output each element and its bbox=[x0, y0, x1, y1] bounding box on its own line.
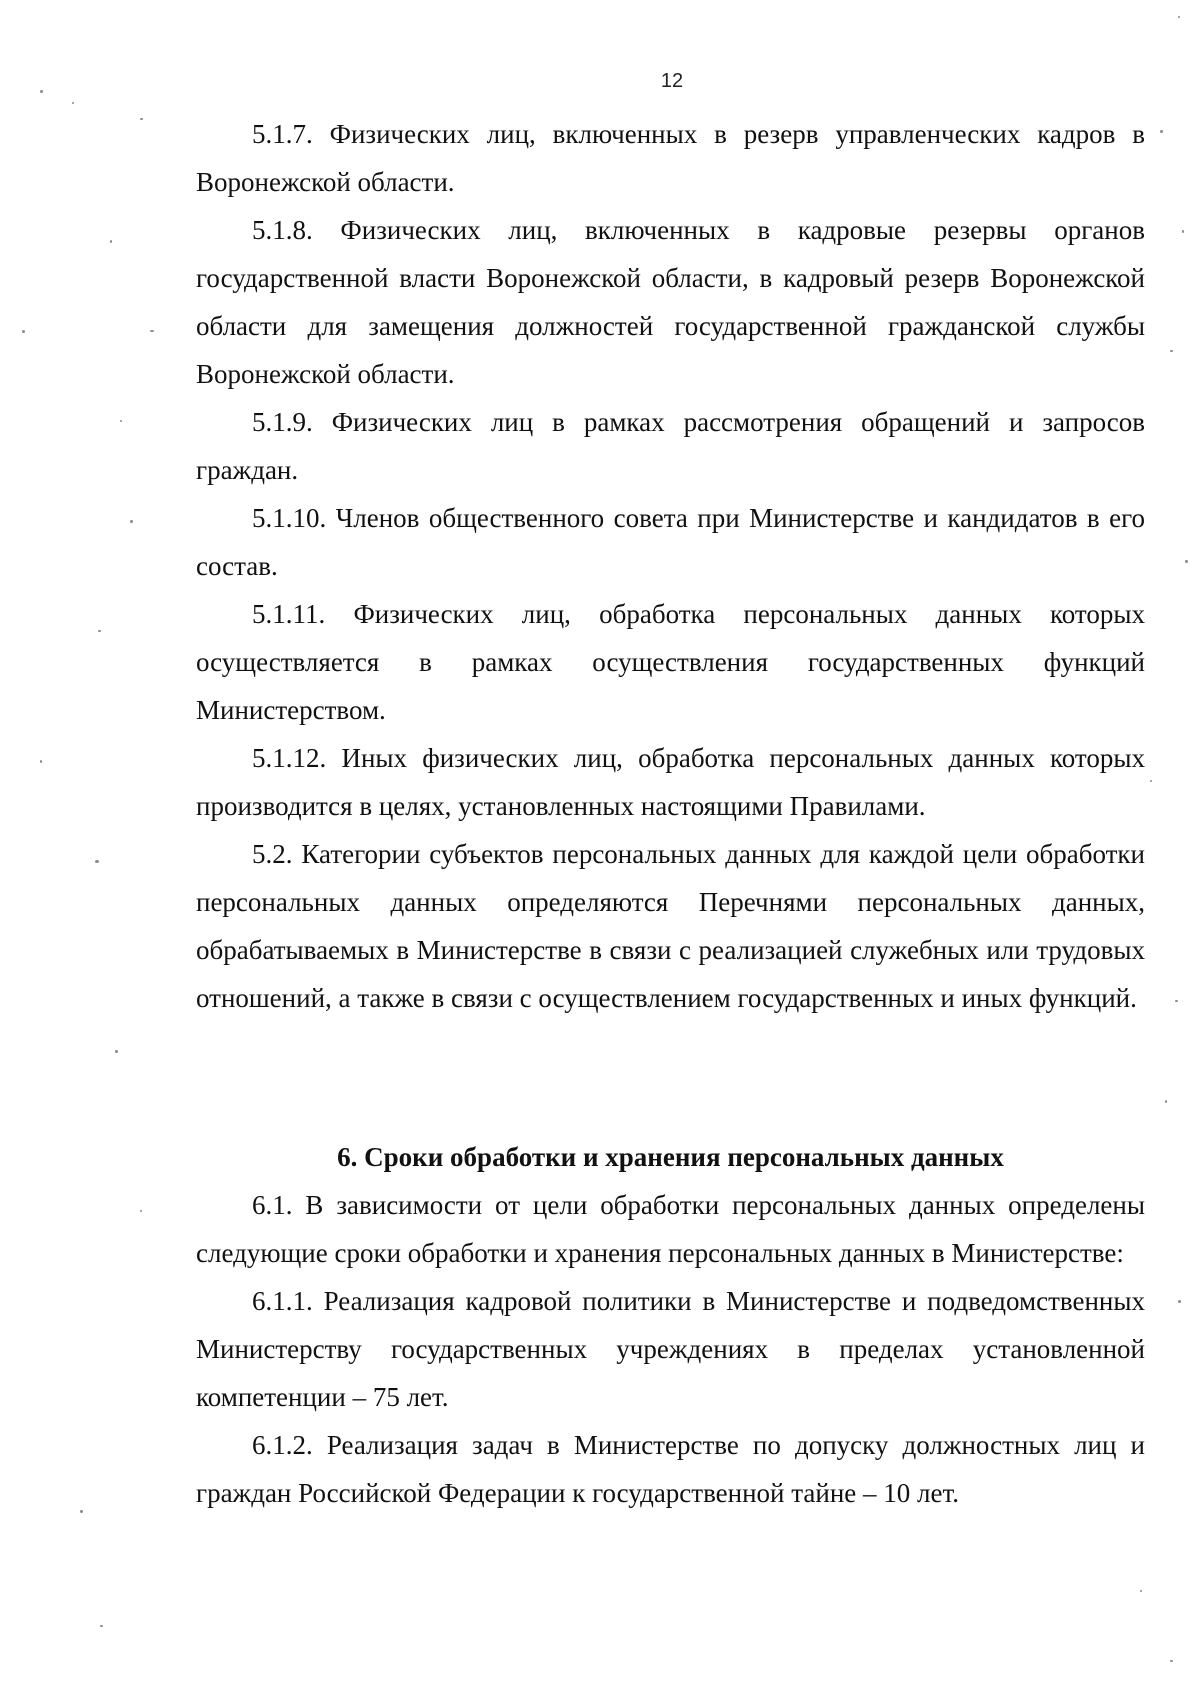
paragraph-5-2: 5.2. Категории субъектов персональных данных для каждой цели обработки персональных данных определяются Перечнями персональных данных, обрабатываемых в Министерстве в связи с реализацией служебных или трудовых отношений, а также в связи с осуществлением государственных и иных функций. bbox=[196, 839, 1145, 1013]
paragraph-5-1-12: 5.1.12. Иных физических лиц, обработка персональных данных которых производится в целях, установленных настоящими Правилами. bbox=[196, 743, 1145, 821]
scan-speck bbox=[1165, 1100, 1167, 1103]
scan-speck bbox=[150, 330, 154, 332]
scan-speck bbox=[1182, 230, 1184, 233]
paragraph-6-1-1: 6.1.1. Реализация кадровой политики в Министерстве и подведомственных Министерству государственных учреждениях в пределах установленной компетенции – 75 лет. bbox=[196, 1286, 1145, 1412]
scan-speck bbox=[140, 118, 143, 120]
scan-speck bbox=[1150, 780, 1152, 782]
section-6-heading: 6. Сроки обработки и хранения персональных данных bbox=[337, 1142, 1004, 1172]
paragraph-5-1-11: 5.1.11. Физических лиц, обработка персональных данных которых осуществляется в рамках осуществления государственных функций Министерством. bbox=[196, 599, 1145, 725]
scan-speck bbox=[1170, 350, 1173, 352]
scan-speck bbox=[40, 90, 43, 93]
scan-speck bbox=[1170, 1660, 1173, 1662]
page-number: 12 bbox=[660, 70, 684, 92]
scan-speck bbox=[95, 860, 99, 863]
scan-speck bbox=[98, 630, 101, 632]
paragraph-5-1-8: 5.1.8. Физических лиц, включенных в кадровые резервы органов государственной власти Воронежской области, в кадровый резерв Воронежской области для замещения должностей государственной гражданской службы Воронежской области. bbox=[196, 215, 1145, 389]
scan-speck bbox=[1185, 560, 1188, 563]
scan-speck bbox=[1178, 1300, 1181, 1303]
paragraph-6-1: 6.1. В зависимости от цели обработки персональных данных определены следующие сроки обработки и хранения персональных данных в Министерстве: bbox=[196, 1190, 1145, 1268]
scan-speck bbox=[1140, 1590, 1142, 1592]
scan-speck bbox=[22, 330, 25, 333]
paragraph-5-1-7: 5.1.7. Физических лиц, включенных в резерв управленческих кадров в Воронежской области. bbox=[196, 119, 1145, 197]
scan-speck bbox=[1178, 16, 1180, 18]
scan-speck bbox=[110, 240, 112, 243]
section-5-body bbox=[196, 110, 1145, 1022]
scan-speck bbox=[140, 1210, 142, 1212]
scan-speck bbox=[100, 1625, 103, 1627]
scan-speck bbox=[1160, 130, 1163, 133]
paragraph-5-1-9: 5.1.9. Физических лиц в рамках рассмотрения обращений и запросов граждан. bbox=[196, 407, 1145, 485]
scan-speck bbox=[80, 1510, 83, 1513]
scan-speck bbox=[40, 760, 42, 763]
scan-speck bbox=[1175, 1000, 1178, 1002]
scan-speck bbox=[120, 420, 122, 422]
paragraph-6-1-2: 6.1.2. Реализация задач в Министерстве по допуску должностных лиц и граждан Российской Федерации к государственной тайне – 10 лет. bbox=[196, 1430, 1145, 1508]
scan-speck bbox=[115, 1050, 118, 1053]
scan-speck bbox=[72, 102, 74, 104]
paragraph-5-1-10: 5.1.10. Членов общественного совета при Министерстве и кандидатов в его состав. bbox=[196, 503, 1145, 581]
section-6-body bbox=[196, 1181, 1145, 1517]
scan-speck bbox=[130, 520, 133, 523]
